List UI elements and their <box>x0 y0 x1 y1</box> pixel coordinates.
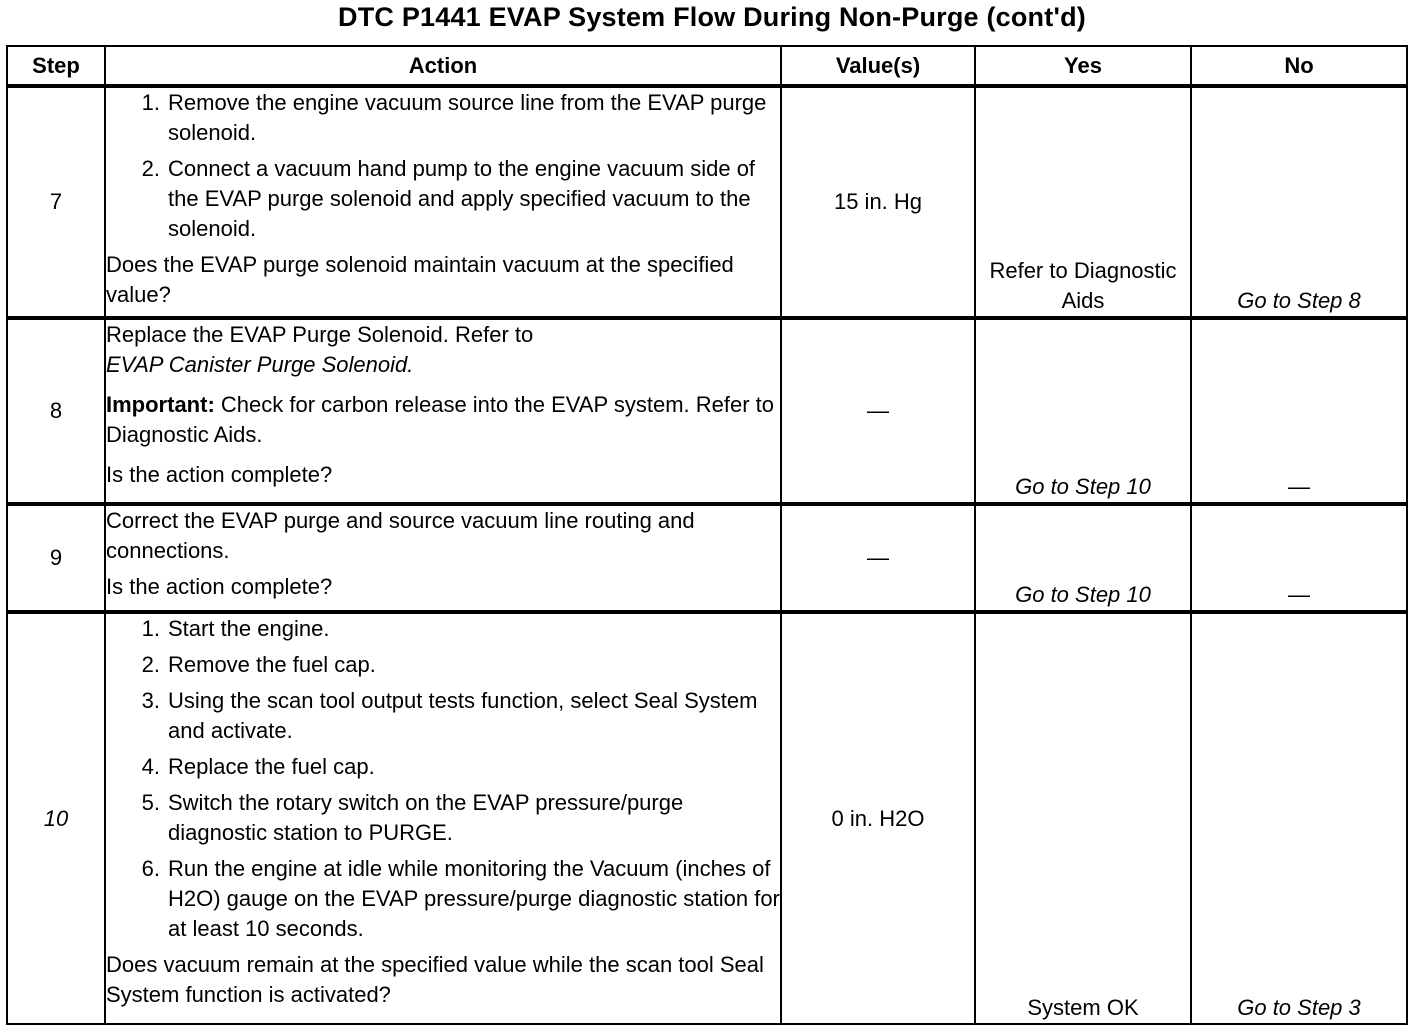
no-cell: — <box>1191 318 1407 504</box>
no-cell: — <box>1191 504 1407 612</box>
action-paragraph: Correct the EVAP purge and source vacuum line routing and connections. <box>106 508 695 563</box>
action-question: Is the action complete? <box>106 462 333 487</box>
header-action: Action <box>105 46 781 86</box>
important-note <box>106 390 780 450</box>
action-steps <box>106 88 780 244</box>
header-no: No <box>1191 46 1407 86</box>
no-cell <box>1191 612 1407 1024</box>
list-item: 1. Start the engine. <box>141 616 330 641</box>
list-item: 1. Remove the engine vacuum source line from the EVAP purge solenoid. <box>141 90 767 145</box>
yes-cell <box>975 504 1191 612</box>
action-cell <box>105 318 781 504</box>
no-cell <box>1191 86 1407 318</box>
header-yes: Yes <box>975 46 1191 86</box>
no-link: Go to Step 8 <box>1237 288 1361 313</box>
action-question: Does the EVAP purge solenoid maintain vacuum at the specified value? <box>106 252 734 307</box>
no-link: Go to Step 3 <box>1237 995 1361 1020</box>
yes-cell <box>975 318 1191 504</box>
action-cell <box>105 86 781 318</box>
table-row <box>7 86 1407 318</box>
yes-link: Go to Step 10 <box>1015 582 1151 607</box>
value-cell: 15 in. Hg <box>781 86 975 318</box>
diagnostic-table <box>6 45 1408 1025</box>
list-item: 5. Switch the rotary switch on the EVAP pressure/purge diagnostic station to PURGE. <box>141 790 684 845</box>
reference-link: EVAP Canister Purge Solenoid. <box>106 352 414 377</box>
step-number: 9 <box>7 504 105 612</box>
header-values: Value(s) <box>781 46 975 86</box>
step-number: 7 <box>7 86 105 318</box>
value-cell: 0 in. H2O <box>781 612 975 1024</box>
important-text: Check for carbon release into the EVAP system. Refer to Diagnostic Aids. <box>106 392 775 447</box>
list-item: 4. Replace the fuel cap. <box>141 754 375 779</box>
yes-link: Go to Step 10 <box>1015 474 1151 499</box>
step-number: 10 <box>7 612 105 1024</box>
action-cell <box>105 504 781 612</box>
table-header-row <box>7 46 1407 86</box>
table-row <box>7 612 1407 1024</box>
yes-cell: System OK <box>975 612 1191 1024</box>
page-title: DTC P1441 EVAP System Flow During Non-Purge (cont'd) <box>338 2 1086 32</box>
list-item: 6. Run the engine at idle while monitoring the Vacuum (inches of H2O) gauge on the EVAP pressure/purge diagnostic station for at least 10 seconds. <box>141 856 780 941</box>
table-row <box>7 504 1407 612</box>
action-question: Is the action complete? <box>106 574 333 599</box>
action-paragraph: Replace the EVAP Purge Solenoid. Refer to EVAP Canister Purge Solenoid. <box>106 322 534 377</box>
table-row <box>7 318 1407 504</box>
list-item: 2. Remove the fuel cap. <box>141 652 376 677</box>
value-cell: — <box>781 504 975 612</box>
important-label: Important: <box>106 392 215 417</box>
list-item: 2. Connect a vacuum hand pump to the engine vacuum side of the EVAP purge solenoid and apply specified vacuum to the solenoid. <box>141 156 756 241</box>
header-step: Step <box>7 46 105 86</box>
list-item: 3. Using the scan tool output tests function, select Seal System and activate. <box>141 688 758 743</box>
step-number: 8 <box>7 318 105 504</box>
value-cell: — <box>781 318 975 504</box>
action-steps <box>106 614 780 944</box>
action-cell <box>105 612 781 1024</box>
yes-cell: Refer to Diagnostic Aids <box>975 86 1191 318</box>
action-question: Does vacuum remain at the specified value while the scan tool Seal System function is activated? <box>106 952 764 1007</box>
